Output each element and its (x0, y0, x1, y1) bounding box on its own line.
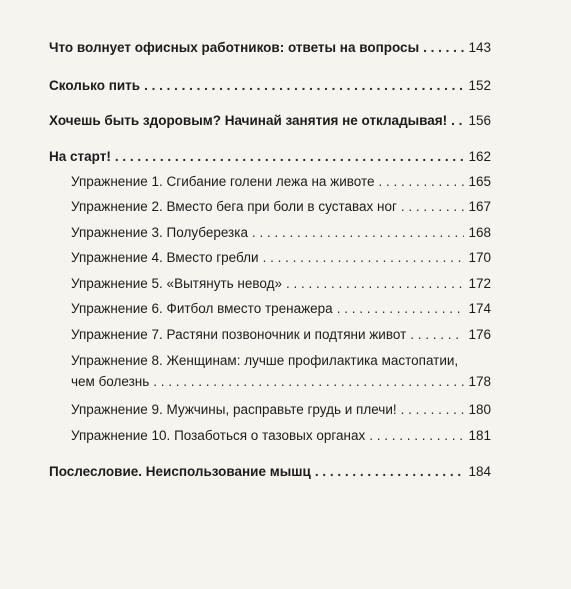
toc-page-number: 143 (468, 40, 491, 55)
dot-leader (144, 77, 464, 94)
dot-leader (252, 224, 465, 241)
toc-entry-title: Послесловие. Неиспользование мышц (49, 464, 311, 479)
toc-entry-title: Что волнует офисных работников: ответы на вопросы (49, 40, 420, 55)
dot-leader (410, 326, 464, 343)
toc-entry (49, 463, 491, 480)
toc-page-number: 165 (468, 174, 491, 189)
dot-leader (263, 249, 465, 266)
toc-subentry (71, 173, 491, 190)
toc-subentry (71, 275, 491, 292)
toc-page-number: 172 (468, 276, 491, 291)
toc-subentry (71, 198, 491, 215)
dot-leader (369, 427, 464, 444)
toc-page-number: 162 (468, 149, 491, 164)
toc-page-number: 156 (468, 113, 491, 128)
toc-page-number: 167 (468, 199, 491, 214)
toc-subentry (71, 249, 491, 266)
toc-entry (49, 112, 491, 129)
dot-leader (115, 148, 465, 165)
toc-page-number: 181 (468, 428, 491, 443)
toc-entry-title: Упражнение 5. «Вытянуть невод» (71, 276, 283, 291)
toc-entry-title: Упражнение 9. Мужчины, расправьте грудь и плечи! (71, 402, 397, 417)
dot-leader (379, 173, 465, 190)
dot-leader (337, 300, 465, 317)
toc-entry-title: Упражнение 4. Вместо гребли (71, 250, 259, 265)
toc-page-number: 152 (468, 78, 491, 93)
toc-subentry (71, 427, 491, 444)
toc-page-number: 174 (468, 301, 491, 316)
toc-subentry (71, 326, 491, 343)
toc-subentry (71, 373, 491, 390)
toc-entry-title: Упражнение 10. Позаботься о тазовых органах (71, 428, 366, 443)
toc-page-number: 178 (468, 374, 491, 389)
toc-entry-title: Упражнение 3. Полуберезка (71, 225, 248, 240)
toc-entry-title: Хочешь быть здоровым? Начинай занятия не откладывая! (49, 113, 448, 128)
toc-entry-title-line2: чем болезнь (71, 374, 150, 389)
toc-page-number: 180 (468, 402, 491, 417)
dot-leader (153, 373, 464, 390)
toc-entry-title: Сколько пить (49, 78, 141, 93)
toc-subentry (71, 224, 491, 241)
toc-page-number: 184 (468, 464, 491, 479)
toc-subentry (71, 300, 491, 317)
toc-entry-title-line1: Упражнение 8. Женщинам: лучше профилактика мастопатии, (71, 353, 459, 368)
toc-entry (49, 39, 491, 56)
dot-leader (315, 463, 465, 480)
toc-page-number: 168 (468, 225, 491, 240)
toc-entry-title: Упражнение 7. Растяни позвоночник и подтяни живот (71, 327, 407, 342)
toc-subentry (71, 401, 491, 418)
dot-leader (423, 39, 464, 56)
toc-page-number: 170 (468, 250, 491, 265)
toc-entry-title: Упражнение 6. Фитбол вместо тренажера (71, 301, 333, 316)
toc-page-number: 176 (468, 327, 491, 342)
toc-entry (49, 148, 491, 165)
dot-leader (286, 275, 464, 292)
toc-entry (49, 77, 491, 94)
toc-entry-title: Упражнение 1. Сгибание голени лежа на животе (71, 174, 375, 189)
dot-leader (451, 112, 464, 129)
dot-leader (401, 401, 465, 418)
dot-leader (401, 198, 465, 215)
toc-entry-title: На старт! (49, 149, 111, 164)
toc-entry-title: Упражнение 2. Вместо бега при боли в суставах ног (71, 199, 397, 214)
